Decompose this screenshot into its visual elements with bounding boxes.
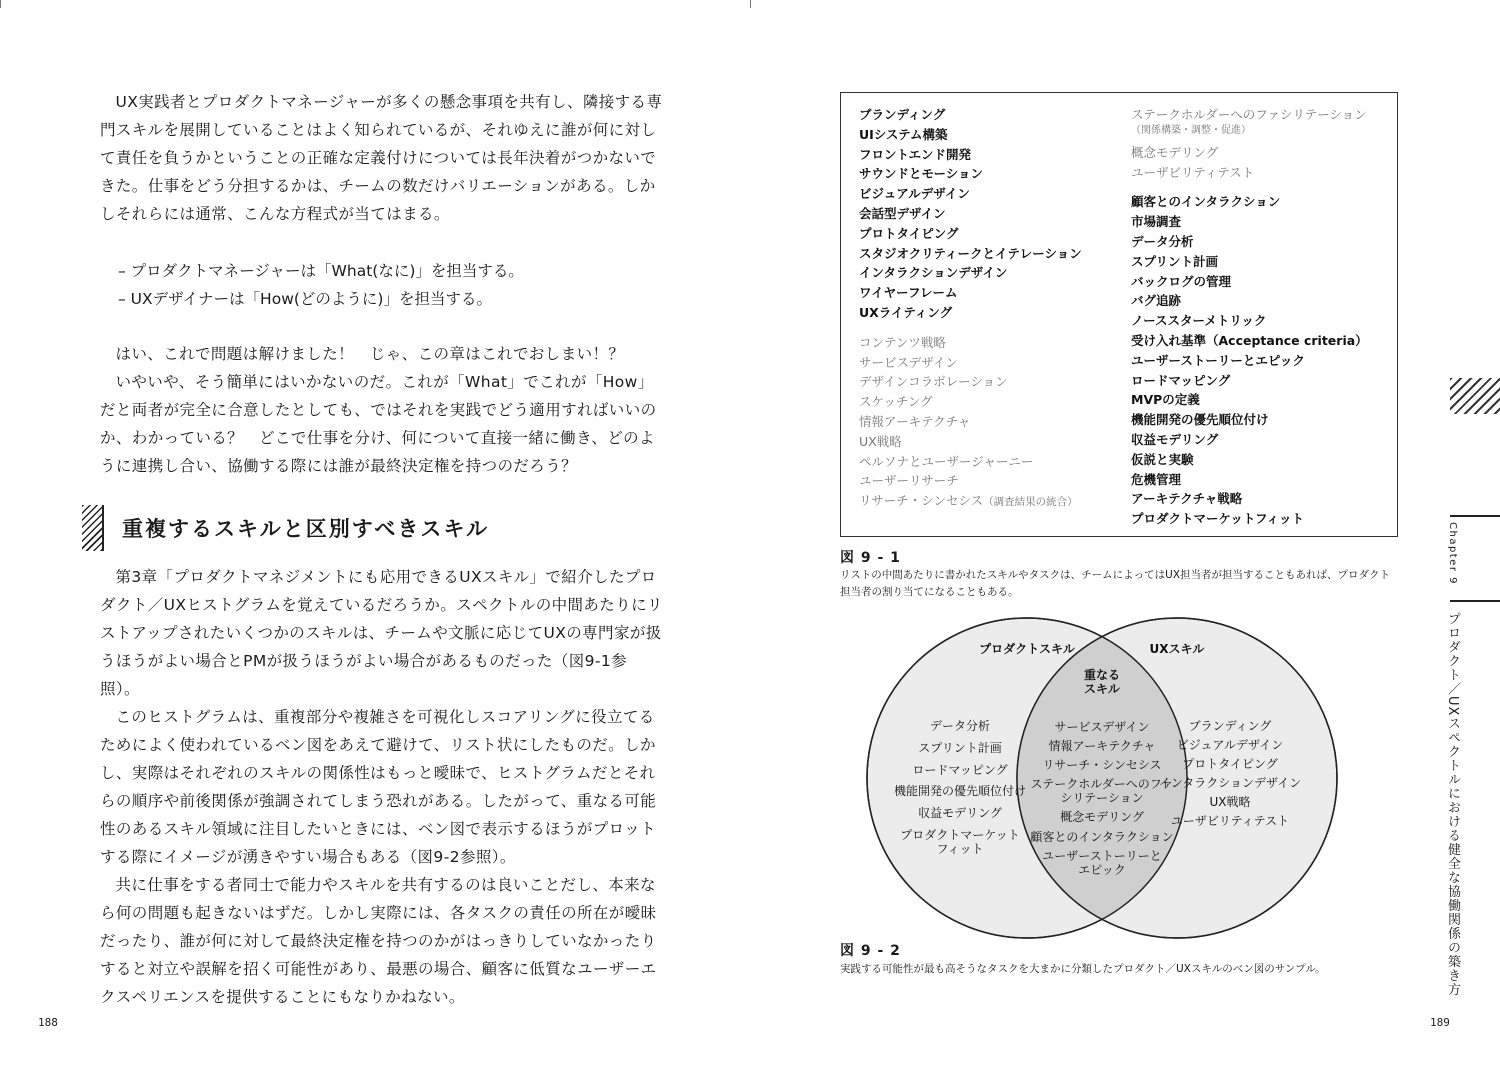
section-body bbox=[100, 563, 665, 1011]
skill-note: （関係構築・調整・促進） bbox=[1131, 124, 1251, 136]
skill-item-shared: ペルソナとユーザージャーニー bbox=[859, 453, 1034, 469]
skill-item-shared: コンテンツ戦略 bbox=[859, 334, 946, 350]
venn-title-overlap: 重なる bbox=[1083, 668, 1121, 682]
chapter-title-vertical: プロダクト／UXスペクトルにおける健全な協働関係の築き方 bbox=[1445, 612, 1460, 997]
skill-note: （調査結果の統合） bbox=[983, 496, 1078, 509]
skill-item-product-side: 会話型デザイン bbox=[859, 205, 946, 221]
skill-item-ux-side: 顧客とのインタラクション bbox=[1131, 194, 1281, 210]
skill-item-shared: スケッチング bbox=[859, 394, 933, 410]
skill-item-ux-side: プロダクトマーケットフィット bbox=[1131, 511, 1305, 527]
skill-item-product-side: サウンドとモーション bbox=[859, 166, 984, 182]
section-heading bbox=[82, 505, 489, 551]
figure-label: 図 9 - 2 bbox=[840, 943, 901, 959]
paragraph: このヒストグラムは、重複部分や複雑さを可視化しスコアリングに役立てるためによく使われているベン図をあえて避けて、リスト状にしたものだ。しかし、実際はそれぞれのスキルの関係性はもっと曖昧で、ヒストグラムだとそれらの順序や前後関係が強調されてしまう恐れがある。したがって、重なる可能性のあるスキル領域に注目したいときには、ベン図で表示するほうがプロットする際にイメージが湧きやすい場合もある（図9-2参照）。 bbox=[100, 708, 657, 866]
section-title: 重複するスキルと区別すべきスキル bbox=[122, 517, 490, 541]
bullet-item: – UXデザイナーは「How(どのように)」を担当する。 bbox=[118, 290, 492, 308]
page-number: 189 bbox=[1430, 1016, 1450, 1029]
right-page bbox=[750, 0, 1500, 1073]
skill-item-ux-side: ノーススターメトリック bbox=[1131, 313, 1267, 329]
figure-caption: リストの中間あたりに書かれたスキルやタスクは、チームによってはUX担当者が担当することもあれば、プロダクト担当者の割り当てになることもある。 bbox=[840, 569, 1391, 598]
venn-item-product: 機能開発の優先順位付け bbox=[893, 784, 1027, 798]
venn-item-ux: ビジュアルデザイン bbox=[1176, 738, 1284, 752]
skill-item-ux-side: ユーザーストーリーとエピック bbox=[1131, 352, 1305, 368]
skill-item-product-side: UXライティング bbox=[859, 304, 953, 320]
venn-item-product: 収益モデリング bbox=[918, 806, 1002, 820]
tab-divider bbox=[1450, 600, 1500, 602]
paragraph: 共に仕事をする者同士で能力やスキルを共有するのは良いことだし、本来なら何の問題も起きないはずだ。しかし実際には、各タスクの責任の所在が曖昧だったり、誰が何に対して最終決定権を持つのかがはっきりしていなかったりすると対立や誤解を招く可能性があり、最悪の場合、顧客に低質なユーザーエクスペリエンスを提供することにもなりかねない。 bbox=[100, 876, 657, 1006]
venn-item-ux: UX戦略 bbox=[1209, 795, 1251, 809]
skill-item-product-side: ワイヤーフレーム bbox=[859, 285, 958, 301]
venn-item-ux: インタラクションデザイン bbox=[1158, 776, 1302, 790]
figure-9-1-box bbox=[840, 92, 1398, 537]
skill-item-ux-side: MVPの定義 bbox=[1131, 392, 1200, 408]
skill-item-ux-side: ロードマッピング bbox=[1131, 372, 1231, 388]
figure-caption: 実践する可能性が最も高そうなタスクを大まかに分類したプロダクト／UXスキルのベン図のサンプル。 bbox=[840, 963, 1326, 975]
skill-item-ux-side: バグ追跡 bbox=[1131, 293, 1182, 309]
venn-item-overlap: ユーザーストーリーと bbox=[1042, 849, 1162, 863]
skill-item-product-side: UIシステム構築 bbox=[859, 126, 948, 142]
body-paragraph-2 bbox=[100, 340, 665, 480]
skill-item-shared: リサーチ・シンセシス（調査結果の統合） bbox=[859, 493, 1078, 509]
crop-mark bbox=[750, 0, 751, 8]
skill-item-product-side: プロトタイピング bbox=[859, 225, 959, 241]
skill-item-shared: デザインコラボレーション bbox=[859, 374, 1008, 390]
fig1-column-right bbox=[1131, 105, 1368, 529]
chapter-tab-hatch bbox=[1450, 378, 1500, 414]
venn-item-product: ロードマッピング bbox=[912, 763, 1008, 777]
heading-hatch-ornament bbox=[82, 505, 104, 551]
bullet-item: – プロダクトマネージャーは「What(なに)」を担当する。 bbox=[118, 262, 524, 280]
venn-title-product: プロダクトスキル bbox=[979, 642, 1075, 656]
venn-title-ux: UXスキル bbox=[1149, 642, 1205, 656]
skill-item-ux-side: 仮説と実験 bbox=[1131, 451, 1194, 467]
skill-item-product-side: スタジオクリティークとイテレーション bbox=[859, 245, 1082, 261]
venn-item-overlap: 概念モデリング bbox=[1060, 810, 1144, 824]
paragraph: はい、これで問題は解けました！ じゃ、この章はこれでおしまい！？ bbox=[115, 345, 625, 363]
venn-title-overlap: スキル bbox=[1084, 682, 1120, 696]
skill-item-ux-side: 機能開発の優先順位付け bbox=[1131, 412, 1269, 428]
skill-item-ux-side: 市場調査 bbox=[1131, 214, 1182, 230]
skill-item-product-side: インタラクションデザイン bbox=[859, 265, 1008, 281]
skill-item-ux-side: アーキテクチャ戦略 bbox=[1131, 491, 1243, 507]
venn-item-overlap: 情報アーキテクチャ bbox=[1048, 739, 1156, 753]
skill-item-shared: 概念モデリング bbox=[1131, 144, 1219, 160]
skill-item-shared: ユーザーリサーチ bbox=[859, 473, 959, 489]
skill-item-ux-side: バックログの管理 bbox=[1131, 273, 1232, 289]
page-number: 188 bbox=[38, 1016, 58, 1029]
venn-item-overlap: シリテーション bbox=[1060, 791, 1144, 805]
skill-item-product-side: フロントエンド開発 bbox=[859, 146, 972, 162]
figure-label: 図 9 - 1 bbox=[840, 550, 901, 566]
venn-item-product: フィット bbox=[936, 842, 984, 856]
venn-item-overlap: サービスデザイン bbox=[1054, 720, 1150, 734]
chapter-label: Chapter 9 bbox=[1447, 522, 1458, 586]
venn-item-overlap: リサーチ・シンセシス bbox=[1042, 758, 1162, 772]
venn-item-ux: プロトタイピング bbox=[1182, 757, 1278, 771]
skill-item-ux-side: 収益モデリング bbox=[1131, 431, 1219, 447]
intro-paragraph bbox=[100, 88, 665, 228]
venn-diagram bbox=[862, 615, 1342, 945]
venn-item-overlap: エピック bbox=[1078, 863, 1126, 877]
venn-item-product: プロダクトマーケット bbox=[900, 828, 1020, 842]
skill-item-shared: ステークホルダーへのファシリテーション bbox=[1131, 107, 1367, 122]
intro-text: UX実践者とプロダクトマネージャーが多くの懸念事項を共有し、隣接する専門スキルを展開していることはよく知られているが、それゆえに誰が何に対して責任を負うかということの正確な定義付けについては長年決着がつかないできた。仕事をどう分担するかは、チームの数だけバリエーションがある。しかしそれらには通常、こんな方程式が当てはまる。 bbox=[100, 93, 663, 223]
bullet-list bbox=[118, 257, 524, 313]
skill-item-shared: ユーザビリティテスト bbox=[1131, 164, 1255, 180]
venn-item-overlap: ステークホルダーへのファ bbox=[1030, 777, 1174, 791]
crop-mark bbox=[0, 0, 1, 8]
skill-item-ux-side: 受け入れ基準（Acceptance criteria） bbox=[1131, 332, 1368, 348]
skill-item-shared: サービスデザイン bbox=[859, 354, 958, 370]
skill-item-shared: UX戦略 bbox=[859, 433, 902, 449]
venn-item-product: データ分析 bbox=[929, 719, 991, 733]
venn-item-overlap: 顧客とのインタラクション bbox=[1030, 830, 1174, 844]
tab-divider bbox=[1450, 515, 1500, 517]
paragraph: 第3章「プロダクトマネジメントにも応用できるUXスキル」で紹介したプロダクト／UXヒストグラムを覚えているだろうか。スペクトルの中間あたりにリストアップされたいくつかのスキルは、チームや文脈に応じてUXの専門家が扱うほうがよい場合とPMが扱うほうがよい場合があるものだった（図9-1参照）。 bbox=[100, 568, 663, 698]
skill-item-ux-side: データ分析 bbox=[1131, 233, 1194, 249]
paragraph: いやいや、そう簡単にはいかないのだ。これが「What」でこれが「How」だと両者が完全に合意したとしても、ではそれを実践でどう適用すればいいのか、わかっている？ どこで仕事を分け、何について直接一緒に働き、どのように連携し合い、協働する際には誰が最終決定権を持つのだろう？ bbox=[100, 373, 657, 475]
skill-item-ux-side: 危機管理 bbox=[1131, 471, 1182, 487]
venn-item-ux: ブランディング bbox=[1188, 719, 1272, 733]
skill-item-shared: 情報アーキテクチャ bbox=[859, 413, 971, 429]
fig1-column-left bbox=[859, 105, 1082, 513]
skill-item-product-side: ビジュアルデザイン bbox=[859, 186, 970, 202]
skill-item-product-side: ブランディング bbox=[859, 107, 946, 122]
venn-item-ux: ユーザビリティテスト bbox=[1170, 814, 1290, 828]
skill-item-ux-side: スプリント計画 bbox=[1131, 253, 1219, 269]
venn-item-product: スプリント計画 bbox=[918, 741, 1002, 755]
